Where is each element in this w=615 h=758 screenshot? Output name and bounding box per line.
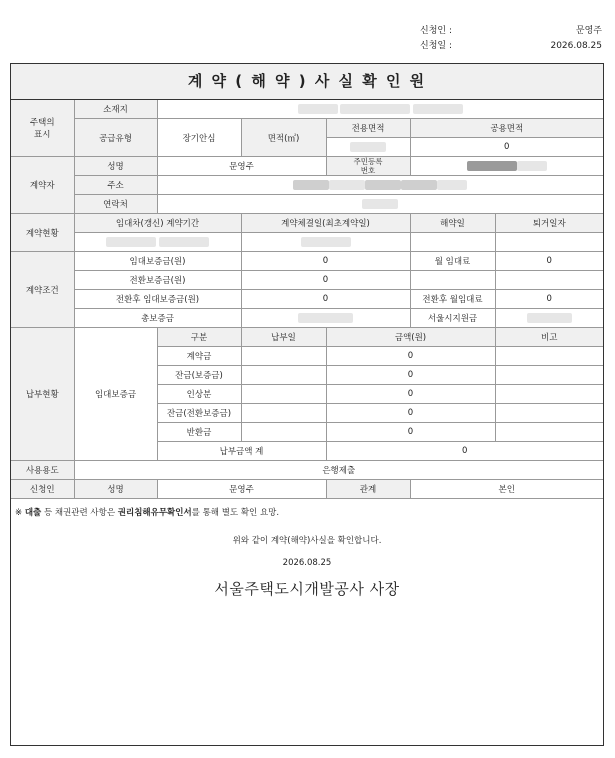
address-value (157, 176, 603, 195)
payment-date (241, 423, 326, 442)
contractor-section-label: 계약자 (11, 157, 74, 214)
table-row (11, 309, 603, 328)
payment-amount: 0 (326, 423, 495, 442)
seoul-support-label: 서울시지원금 (410, 309, 495, 328)
total-deposit-label: 총보증금 (74, 309, 241, 328)
housing-section-label: 주택의 표시 (11, 100, 74, 157)
usage-value: 은행제출 (74, 461, 603, 480)
contract-terms-section-label: 계약조건 (11, 252, 74, 328)
termination-date-value (410, 233, 495, 252)
payment-note-header: 비고 (495, 328, 603, 347)
payment-amount-header: 금액(원) (326, 328, 495, 347)
payment-total-label: 납부금액 계 (157, 442, 326, 461)
document-title: 계 약 ( 해 약 ) 사 실 확 인 원 (11, 64, 603, 100)
table-row (11, 176, 603, 195)
table-row (11, 119, 603, 138)
table-row (11, 100, 603, 119)
table-row (11, 157, 603, 176)
seoul-support-value (495, 309, 603, 328)
payment-type-header: 구분 (157, 328, 241, 347)
moveout-date-value (495, 233, 603, 252)
certificate-table (11, 100, 603, 499)
payment-section-label: 납부현황 (11, 328, 74, 461)
requester-label: 신청인 (11, 480, 74, 499)
confirmation-statement: 위와 같이 계약(해약)사실을 확인합니다. (232, 536, 382, 546)
payment-note (495, 404, 603, 423)
location-label: 소재지 (74, 100, 157, 119)
relation-label: 관계 (326, 480, 410, 499)
moveout-date-label: 퇴거일자 (495, 214, 603, 233)
applicant-date-value: 2026.08.25 (550, 41, 602, 51)
table-row (11, 290, 603, 309)
address-label: 주소 (74, 176, 157, 195)
payment-date-header: 납부일 (241, 328, 326, 347)
table-row (11, 328, 603, 347)
contact-label: 연락처 (74, 195, 157, 214)
terms-value: 0 (241, 290, 410, 309)
payment-amount: 0 (326, 404, 495, 423)
notice-prefix: ※ (15, 508, 25, 518)
applicant-date-label: 신청일 : (420, 41, 452, 51)
contractor-name-value: 문영주 (157, 157, 326, 176)
applicant-name-label: 신청인 : (420, 26, 452, 36)
payment-note (495, 423, 603, 442)
location-value (157, 100, 603, 119)
issuer-name: 서울주택도시개발공사 사장 (214, 580, 400, 598)
usage-label: 사용용도 (11, 461, 74, 480)
payment-date (241, 385, 326, 404)
applicant-name-row (420, 24, 602, 39)
payment-note (495, 385, 603, 404)
terms-label: 임대보증금(원) (74, 252, 241, 271)
notice-bold-loan: 대출 (24, 508, 42, 518)
applicant-info (420, 24, 602, 54)
terms-right-label: 월 임대료 (410, 252, 495, 271)
table-row (11, 233, 603, 252)
confirmation-date: 2026.08.25 (282, 558, 332, 568)
payment-category: 임대보증금 (74, 328, 157, 461)
resident-no-value (410, 157, 603, 176)
notice-suffix: 를 통해 별도 확인 요망. (191, 508, 280, 518)
supply-type-value: 장기안심 (157, 119, 241, 157)
notice-bold-certificate: 권리침해유무확인서 (117, 508, 192, 518)
contract-period-label: 임대차(갱신) 계약기간 (74, 214, 241, 233)
terms-value: 0 (241, 271, 410, 290)
requester-name-label: 성명 (74, 480, 157, 499)
terms-right-value: 0 (495, 290, 603, 309)
table-row (11, 195, 603, 214)
signing-date-label: 계약체결일(최초계약일) (241, 214, 410, 233)
payment-amount: 0 (326, 385, 495, 404)
payment-type: 잔금(전환보증금) (157, 404, 241, 423)
total-deposit-value (241, 309, 410, 328)
certificate-frame (10, 63, 604, 746)
terms-value: 0 (241, 252, 410, 271)
applicant-name-value: 문영주 (575, 26, 602, 36)
payment-amount: 0 (326, 347, 495, 366)
terms-label: 전환후 임대보증금(원) (74, 290, 241, 309)
table-row (11, 252, 603, 271)
payment-type: 반환금 (157, 423, 241, 442)
contractor-name-label: 성명 (74, 157, 157, 176)
payment-type: 인상분 (157, 385, 241, 404)
termination-date-label: 해약일 (410, 214, 495, 233)
resident-no-label: 주민등록 번호 (326, 157, 410, 176)
payment-total-value: 0 (326, 442, 603, 461)
signing-date-value (241, 233, 410, 252)
contact-value (157, 195, 603, 214)
payment-date (241, 347, 326, 366)
notice-text (11, 499, 603, 518)
payment-date (241, 404, 326, 423)
terms-right-label: 전환후 월임대료 (410, 290, 495, 309)
applicant-date-row (420, 39, 602, 54)
terms-label: 전환보증금(원) (74, 271, 241, 290)
requester-name-value: 문영주 (157, 480, 326, 499)
table-row (11, 214, 603, 233)
common-area-value: 0 (410, 138, 603, 157)
relation-value: 본인 (410, 480, 603, 499)
payment-date (241, 366, 326, 385)
exclusive-area-label: 전용면적 (326, 119, 410, 138)
payment-type: 계약금 (157, 347, 241, 366)
table-row (11, 480, 603, 499)
notice-middle: 등 채권관련 사항은 (41, 508, 118, 518)
payment-note (495, 347, 603, 366)
common-area-label: 공용면적 (410, 119, 603, 138)
area-label: 면적(㎡) (241, 119, 326, 157)
payment-note (495, 366, 603, 385)
supply-type-label: 공급유형 (74, 119, 157, 157)
payment-amount: 0 (326, 366, 495, 385)
terms-right-value: 0 (495, 252, 603, 271)
terms-right-value (495, 271, 603, 290)
table-row (11, 271, 603, 290)
contract-period-value (74, 233, 241, 252)
payment-type: 잔금(보증금) (157, 366, 241, 385)
exclusive-area-value (326, 138, 410, 157)
contract-status-section-label: 계약현황 (11, 214, 74, 252)
table-row (11, 461, 603, 480)
terms-right-label (410, 271, 495, 290)
